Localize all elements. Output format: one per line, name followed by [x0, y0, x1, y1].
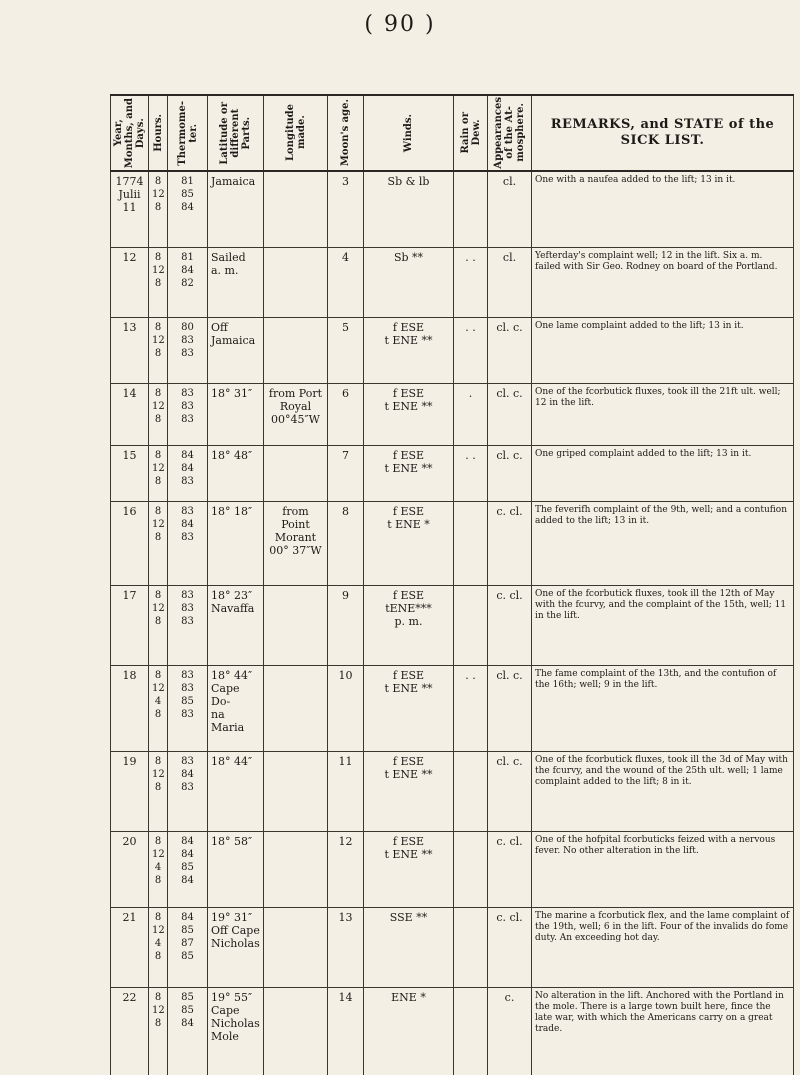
hour-value: 8 — [154, 475, 162, 487]
hours-cell — [149, 585, 168, 665]
winds-cell: f ESE t ENE ** — [364, 751, 454, 831]
hours-cell — [149, 445, 168, 501]
thermometer-value: 83 — [181, 669, 194, 681]
longitude-cell: from Port Royal 00°45″W — [264, 383, 328, 445]
rain-cell — [454, 751, 488, 831]
moon-age-cell: 5 — [328, 317, 364, 383]
moon-age-cell: 7 — [328, 445, 364, 501]
date-cell: 17 — [111, 585, 149, 665]
latitude-cell: 18° 48″ — [208, 445, 264, 501]
thermometer-value: 83 — [181, 708, 194, 720]
thermometer-cell — [168, 445, 208, 501]
table-row — [111, 445, 794, 501]
thermometer-cell — [168, 247, 208, 317]
winds-cell: f ESE t ENE ** — [364, 831, 454, 907]
hour-value: 12 — [152, 400, 165, 412]
date-cell: 20 — [111, 831, 149, 907]
thermometer-value: 84 — [181, 264, 194, 276]
winds-cell: f ESE t ENE ** — [364, 383, 454, 445]
header-remarks — [532, 95, 794, 171]
latitude-cell: Jamaica — [208, 171, 264, 247]
moon-age-cell: 3 — [328, 171, 364, 247]
date-cell: 12 — [111, 247, 149, 317]
thermometer-value: 83 — [181, 602, 194, 614]
header-winds: Winds. — [364, 95, 454, 171]
longitude-cell — [264, 907, 328, 987]
winds-cell: Sb & lb — [364, 171, 454, 247]
hours-cell — [149, 501, 168, 585]
hour-value: 12 — [152, 264, 165, 276]
hour-value: 12 — [152, 1004, 165, 1016]
thermometer-value: 87 — [181, 937, 194, 949]
rain-cell — [454, 501, 488, 585]
hour-value: 8 — [154, 874, 162, 886]
thermometer-cell — [168, 383, 208, 445]
atmosphere-cell: cl. c. — [488, 445, 532, 501]
hour-value: 8 — [154, 835, 162, 847]
header-year: Year, Months, and Days. — [111, 95, 149, 171]
latitude-cell: 18° 44″ — [208, 751, 264, 831]
latitude-cell: 18° 18″ — [208, 501, 264, 585]
hour-value: 8 — [154, 669, 162, 681]
thermometer-value: 83 — [181, 531, 194, 543]
thermometer-cell — [168, 831, 208, 907]
thermometer-value: 84 — [181, 874, 194, 886]
hour-value: 8 — [154, 531, 162, 543]
hour-value: 8 — [154, 176, 162, 187]
thermometer-value: 83 — [181, 400, 194, 412]
date-cell: 1774 Julii 11 — [111, 171, 149, 247]
header-row — [111, 95, 794, 171]
hours-cell — [149, 317, 168, 383]
hour-value: 8 — [154, 505, 162, 517]
thermometer-value: 81 — [181, 176, 194, 187]
latitude-cell: 18° 44″ Cape Do- na Maria — [208, 665, 264, 751]
remarks-title: REMARKS, and STATE of the — [550, 117, 775, 132]
winds-cell: Sb ** — [364, 247, 454, 317]
date-cell: 15 — [111, 445, 149, 501]
header-hours: Hours. — [149, 95, 168, 171]
rain-cell — [454, 987, 488, 1075]
atmosphere-cell: cl. c. — [488, 665, 532, 751]
hours-cell — [149, 907, 168, 987]
table-row — [111, 751, 794, 831]
thermometer-value: 83 — [181, 781, 194, 793]
winds-cell: f ESE t ENE ** — [364, 317, 454, 383]
remarks-cell: One with a naufea added to the lift; 13 in it. — [532, 171, 794, 247]
date-cell: 14 — [111, 383, 149, 445]
thermometer-cell — [168, 585, 208, 665]
winds-cell: SSE ** — [364, 907, 454, 987]
hour-value: 8 — [154, 615, 162, 627]
moon-age-cell: 12 — [328, 831, 364, 907]
remarks-cell: One lame complaint added to the lift; 13 in it. — [532, 317, 794, 383]
hour-value: 8 — [154, 449, 162, 461]
thermometer-value: 84 — [181, 848, 194, 860]
atmosphere-cell: cl. c. — [488, 751, 532, 831]
winds-cell: f ESE tENE*** p. m. — [364, 585, 454, 665]
hours-cell — [149, 171, 168, 247]
hour-value: 8 — [154, 589, 162, 601]
thermometer-value: 83 — [181, 347, 194, 359]
hour-value: 8 — [154, 277, 162, 289]
remarks-subtitle: SICK LIST. — [620, 133, 705, 148]
atmosphere-cell: cl. — [488, 247, 532, 317]
longitude-cell — [264, 987, 328, 1075]
date-cell: 21 — [111, 907, 149, 987]
table-row — [111, 501, 794, 585]
hours-cell — [149, 831, 168, 907]
hour-value: 8 — [154, 781, 162, 793]
rain-cell: . — [454, 383, 488, 445]
thermometer-value: 83 — [181, 589, 194, 601]
remarks-cell: No alteration in the lift. Anchored with the Portland in the mole. There is a large town built here, fince the late war, with which the Americans carry on a great trade. — [532, 987, 794, 1075]
hour-value: 4 — [154, 937, 162, 949]
thermometer-value: 83 — [181, 475, 194, 487]
winds-cell: f ESE t ENE ** — [364, 445, 454, 501]
log-body — [111, 171, 794, 1075]
hour-value: 12 — [152, 334, 165, 346]
hour-value: 8 — [154, 321, 162, 333]
thermometer-value: 85 — [181, 991, 194, 1003]
table-row — [111, 317, 794, 383]
remarks-cell: The feverifh complaint of the 9th, well; and a contufion added to the lift; 13 in it. — [532, 501, 794, 585]
longitude-cell — [264, 317, 328, 383]
rain-cell — [454, 831, 488, 907]
hour-value: 12 — [152, 924, 165, 936]
latitude-cell: 19° 31″ Off Cape Nicholas — [208, 907, 264, 987]
table-row — [111, 665, 794, 751]
header-longitude: Longitude made. — [264, 95, 328, 171]
table-row — [111, 247, 794, 317]
moon-age-cell: 10 — [328, 665, 364, 751]
thermometer-cell — [168, 987, 208, 1075]
thermometer-value: 84 — [181, 835, 194, 847]
thermometer-value: 83 — [181, 615, 194, 627]
winds-cell: f ESE t ENE ** — [364, 665, 454, 751]
thermometer-cell — [168, 907, 208, 987]
table-row — [111, 585, 794, 665]
thermometer-value: 83 — [181, 387, 194, 399]
moon-age-cell: 11 — [328, 751, 364, 831]
longitude-cell — [264, 445, 328, 501]
hour-value: 8 — [154, 911, 162, 923]
header-rain: Rain or Dew. — [454, 95, 488, 171]
thermometer-value: 85 — [181, 695, 194, 707]
page-number: ( 90 ) — [364, 12, 436, 37]
hour-value: 8 — [154, 413, 162, 425]
date-cell: 19 — [111, 751, 149, 831]
rain-cell: . . — [454, 317, 488, 383]
header-latitude: Latitude or different Parts. — [208, 95, 264, 171]
thermometer-value: 84 — [181, 449, 194, 461]
thermometer-cell — [168, 171, 208, 247]
latitude-cell: 18° 31″ — [208, 383, 264, 445]
atmosphere-cell: c. — [488, 987, 532, 1075]
longitude-cell — [264, 247, 328, 317]
hours-cell — [149, 751, 168, 831]
remarks-cell: One griped complaint added to the lift; 13 in it. — [532, 445, 794, 501]
hour-value: 8 — [154, 251, 162, 263]
remarks-cell: One of the fcorbutick fluxes, took ill the 12th of May with the fcurvy, and the complaint of the 15th, well; 11 in the lift. — [532, 585, 794, 665]
table-row — [111, 907, 794, 987]
winds-cell: ENE * — [364, 987, 454, 1075]
longitude-cell: from Point Morant 00° 37″W — [264, 501, 328, 585]
remarks-cell: Yefterday's complaint well; 12 in the lift. Six a. m. failed with Sir Geo. Rodney on board of the Portland. — [532, 247, 794, 317]
thermometer-value: 80 — [181, 321, 194, 333]
hour-value: 8 — [154, 991, 162, 1003]
thermometer-cell — [168, 665, 208, 751]
latitude-cell: 18° 23″ Navaffa — [208, 585, 264, 665]
hour-value: 12 — [152, 682, 165, 694]
thermometer-value: 85 — [181, 189, 194, 200]
hour-value: 8 — [154, 202, 162, 213]
remarks-cell: The marine a fcorbutick flex, and the lame complaint of the 19th, well; 6 in the lift. Four of the invalids do fome duty. An exceeding hot day. — [532, 907, 794, 987]
thermometer-cell — [168, 317, 208, 383]
hour-value: 8 — [154, 950, 162, 962]
winds-cell: f ESE t ENE * — [364, 501, 454, 585]
thermometer-value: 83 — [181, 755, 194, 767]
remarks-cell: One of the fcorbutick fluxes, took ill the 3d of May with the fcurvy, and the wound of the 25th ult. well; 1 lame complaint added to the lift; 8 in it. — [532, 751, 794, 831]
header-thermometer: Thermome- ter. — [168, 95, 208, 171]
header-appearances: Appearances of the At- mosphere. — [488, 95, 532, 171]
thermometer-value: 84 — [181, 462, 194, 474]
hour-value: 4 — [154, 695, 162, 707]
moon-age-cell: 8 — [328, 501, 364, 585]
latitude-cell: Off Jamaica — [208, 317, 264, 383]
date-cell: 22 — [111, 987, 149, 1075]
header-moon: Moon's age. — [328, 95, 364, 171]
remarks-cell: The fame complaint of the 13th, and the contufion of the 16th; well; 9 in the lift. — [532, 665, 794, 751]
thermometer-value: 85 — [181, 950, 194, 962]
hour-value: 12 — [152, 518, 165, 530]
atmosphere-cell: cl. c. — [488, 317, 532, 383]
hour-value: 12 — [152, 848, 165, 860]
atmosphere-cell: c. cl. — [488, 831, 532, 907]
date-cell: 18 — [111, 665, 149, 751]
thermometer-value: 84 — [181, 911, 194, 923]
hour-value: 8 — [154, 755, 162, 767]
thermometer-value: 83 — [181, 682, 194, 694]
thermometer-value: 82 — [181, 277, 194, 289]
moon-age-cell: 6 — [328, 383, 364, 445]
date-cell: 13 — [111, 317, 149, 383]
thermometer-value: 84 — [181, 518, 194, 530]
longitude-cell — [264, 585, 328, 665]
hour-value: 12 — [152, 189, 165, 200]
hour-value: 4 — [154, 861, 162, 873]
thermometer-value: 84 — [181, 1017, 194, 1029]
hours-cell — [149, 247, 168, 317]
hours-cell — [149, 383, 168, 445]
thermometer-value: 83 — [181, 413, 194, 425]
thermometer-value: 83 — [181, 334, 194, 346]
hours-cell — [149, 665, 168, 751]
thermometer-value: 84 — [181, 768, 194, 780]
moon-age-cell: 13 — [328, 907, 364, 987]
hour-value: 12 — [152, 768, 165, 780]
hour-value: 8 — [154, 708, 162, 720]
table-row — [111, 831, 794, 907]
atmosphere-cell: cl. c. — [488, 383, 532, 445]
thermometer-value: 84 — [181, 202, 194, 213]
longitude-cell — [264, 665, 328, 751]
longitude-cell — [264, 171, 328, 247]
thermometer-value: 85 — [181, 924, 194, 936]
thermometer-cell — [168, 751, 208, 831]
latitude-cell: 19° 55″ Cape Nicholas Mole — [208, 987, 264, 1075]
remarks-cell: One of the fcorbutick fluxes, took ill the 21ft ult. well; 12 in the lift. — [532, 383, 794, 445]
thermometer-value: 85 — [181, 861, 194, 873]
atmosphere-cell: c. cl. — [488, 501, 532, 585]
hour-value: 8 — [154, 1017, 162, 1029]
thermometer-cell — [168, 501, 208, 585]
table-row — [111, 383, 794, 445]
longitude-cell — [264, 751, 328, 831]
rain-cell — [454, 585, 488, 665]
atmosphere-cell: c. cl. — [488, 585, 532, 665]
atmosphere-cell: cl. — [488, 171, 532, 247]
hours-cell — [149, 987, 168, 1075]
moon-age-cell: 9 — [328, 585, 364, 665]
table-row — [111, 987, 794, 1075]
hour-value: 12 — [152, 462, 165, 474]
thermometer-value: 85 — [181, 1004, 194, 1016]
rain-cell: . . — [454, 247, 488, 317]
moon-age-cell: 14 — [328, 987, 364, 1075]
weather-log-table — [110, 94, 794, 1075]
rain-cell: . . — [454, 445, 488, 501]
hour-value: 8 — [154, 347, 162, 359]
rain-cell — [454, 907, 488, 987]
atmosphere-cell: c. cl. — [488, 907, 532, 987]
rain-cell: . . — [454, 665, 488, 751]
hour-value: 12 — [152, 602, 165, 614]
latitude-cell: 18° 58″ — [208, 831, 264, 907]
remarks-cell: One of the hofpital fcorbuticks feized with a nervous fever. No other alteration in the lift. — [532, 831, 794, 907]
table-row — [111, 171, 794, 247]
thermometer-value: 83 — [181, 505, 194, 517]
hour-value: 8 — [154, 387, 162, 399]
moon-age-cell: 4 — [328, 247, 364, 317]
longitude-cell — [264, 831, 328, 907]
latitude-cell: Sailed a. m. — [208, 247, 264, 317]
rain-cell — [454, 171, 488, 247]
date-cell: 16 — [111, 501, 149, 585]
thermometer-value: 81 — [181, 251, 194, 263]
